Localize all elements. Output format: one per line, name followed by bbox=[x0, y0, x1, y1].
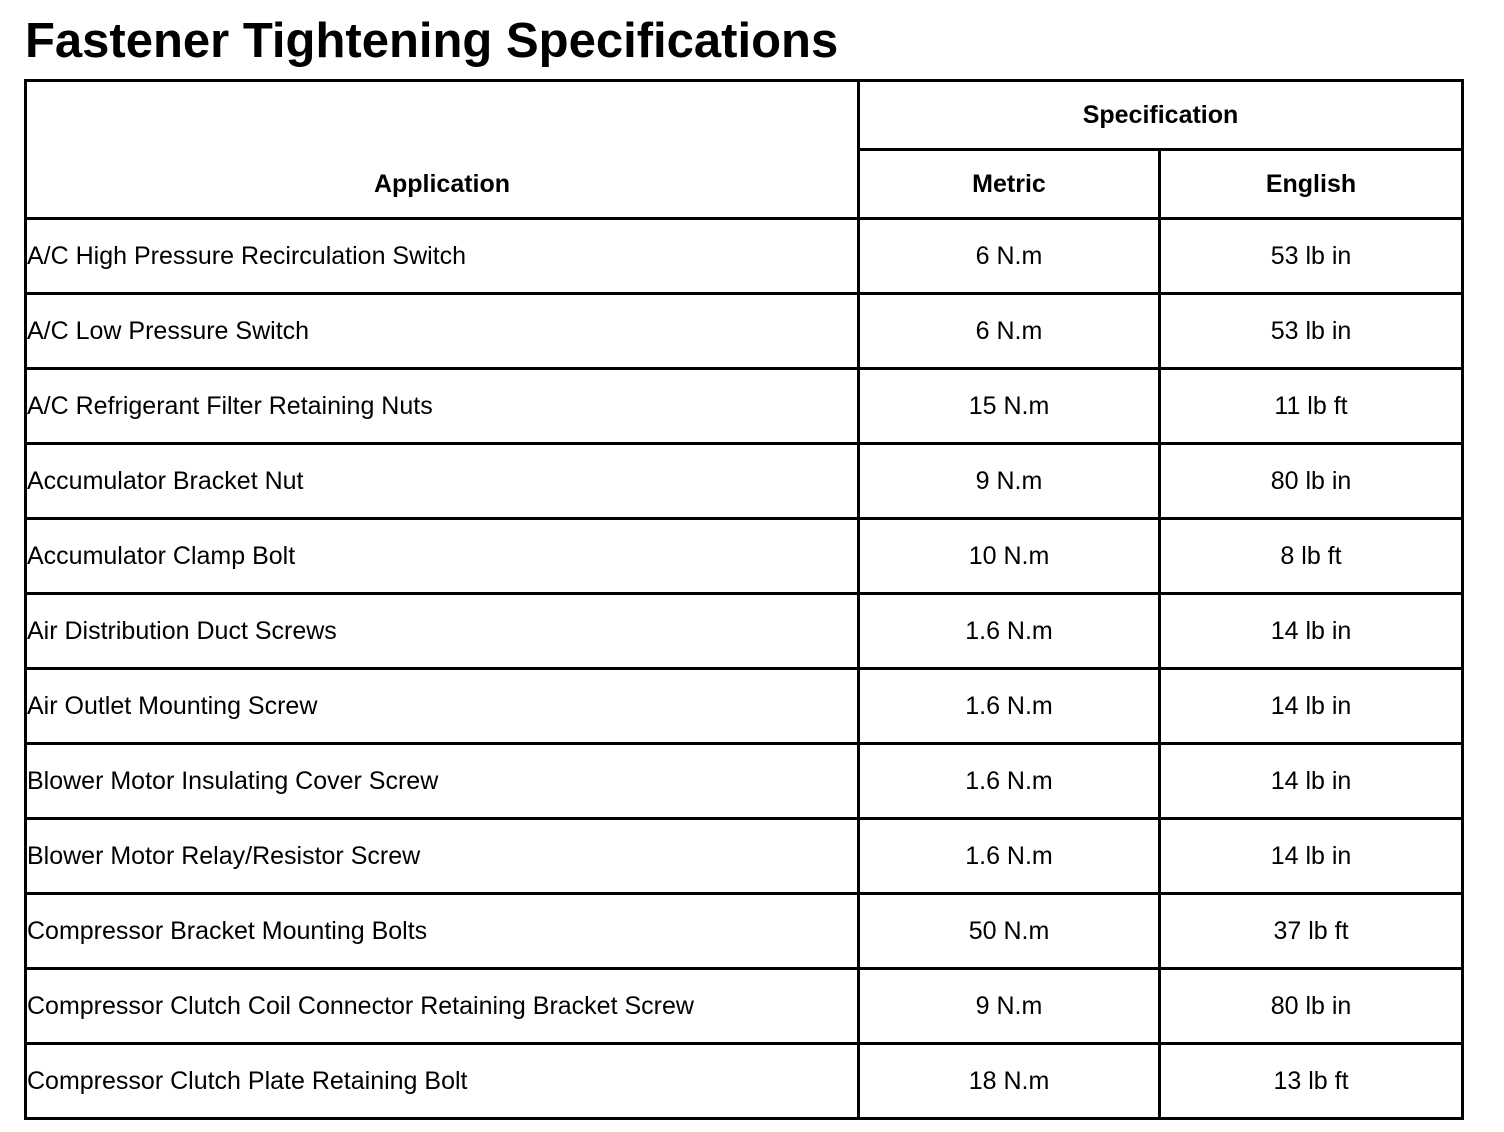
english-cell: 80 lb in bbox=[1160, 444, 1463, 519]
application-cell: Compressor Clutch Plate Retaining Bolt bbox=[26, 1044, 859, 1119]
metric-cell: 9 N.m bbox=[859, 444, 1160, 519]
metric-cell: 18 N.m bbox=[859, 1044, 1160, 1119]
table-row bbox=[26, 969, 1463, 1044]
application-cell: A/C High Pressure Recirculation Switch bbox=[26, 219, 859, 294]
metric-cell: 15 N.m bbox=[859, 369, 1160, 444]
english-cell: 14 lb in bbox=[1160, 594, 1463, 669]
application-cell: Blower Motor Insulating Cover Screw bbox=[26, 744, 859, 819]
table-row bbox=[26, 219, 1463, 294]
table-row bbox=[26, 594, 1463, 669]
application-cell: Accumulator Clamp Bolt bbox=[26, 519, 859, 594]
table-row bbox=[26, 444, 1463, 519]
table-row bbox=[26, 294, 1463, 369]
page-title: Fastener Tightening Specifications bbox=[25, 14, 839, 68]
application-cell: Air Outlet Mounting Screw bbox=[26, 669, 859, 744]
metric-column-header: Metric bbox=[859, 150, 1160, 219]
english-cell: 37 lb ft bbox=[1160, 894, 1463, 969]
fastener-spec-table bbox=[24, 79, 1464, 1120]
application-column-header: Application bbox=[26, 81, 859, 219]
application-cell: Compressor Bracket Mounting Bolts bbox=[26, 894, 859, 969]
table-row bbox=[26, 1044, 1463, 1119]
metric-cell: 1.6 N.m bbox=[859, 594, 1160, 669]
english-cell: 14 lb in bbox=[1160, 744, 1463, 819]
application-cell: A/C Low Pressure Switch bbox=[26, 294, 859, 369]
specification-column-header: Specification bbox=[859, 81, 1463, 150]
metric-cell: 1.6 N.m bbox=[859, 744, 1160, 819]
table-row bbox=[26, 369, 1463, 444]
metric-cell: 10 N.m bbox=[859, 519, 1160, 594]
application-cell: Compressor Clutch Coil Connector Retaining Bracket Screw bbox=[26, 969, 859, 1044]
metric-cell: 6 N.m bbox=[859, 294, 1160, 369]
table-row bbox=[26, 744, 1463, 819]
metric-cell: 1.6 N.m bbox=[859, 669, 1160, 744]
english-cell: 13 lb ft bbox=[1160, 1044, 1463, 1119]
metric-cell: 9 N.m bbox=[859, 969, 1160, 1044]
table-row bbox=[26, 519, 1463, 594]
table-body bbox=[26, 219, 1463, 1119]
english-cell: 80 lb in bbox=[1160, 969, 1463, 1044]
english-column-header: English bbox=[1160, 150, 1463, 219]
english-cell: 53 lb in bbox=[1160, 294, 1463, 369]
application-cell: Air Distribution Duct Screws bbox=[26, 594, 859, 669]
metric-cell: 1.6 N.m bbox=[859, 819, 1160, 894]
table-row bbox=[26, 819, 1463, 894]
english-cell: 14 lb in bbox=[1160, 669, 1463, 744]
application-cell: Accumulator Bracket Nut bbox=[26, 444, 859, 519]
english-cell: 11 lb ft bbox=[1160, 369, 1463, 444]
application-cell: A/C Refrigerant Filter Retaining Nuts bbox=[26, 369, 859, 444]
english-cell: 14 lb in bbox=[1160, 819, 1463, 894]
english-cell: 8 lb ft bbox=[1160, 519, 1463, 594]
english-cell: 53 lb in bbox=[1160, 219, 1463, 294]
metric-cell: 50 N.m bbox=[859, 894, 1160, 969]
table-row bbox=[26, 669, 1463, 744]
table-row bbox=[26, 894, 1463, 969]
metric-cell: 6 N.m bbox=[859, 219, 1160, 294]
application-cell: Blower Motor Relay/Resistor Screw bbox=[26, 819, 859, 894]
